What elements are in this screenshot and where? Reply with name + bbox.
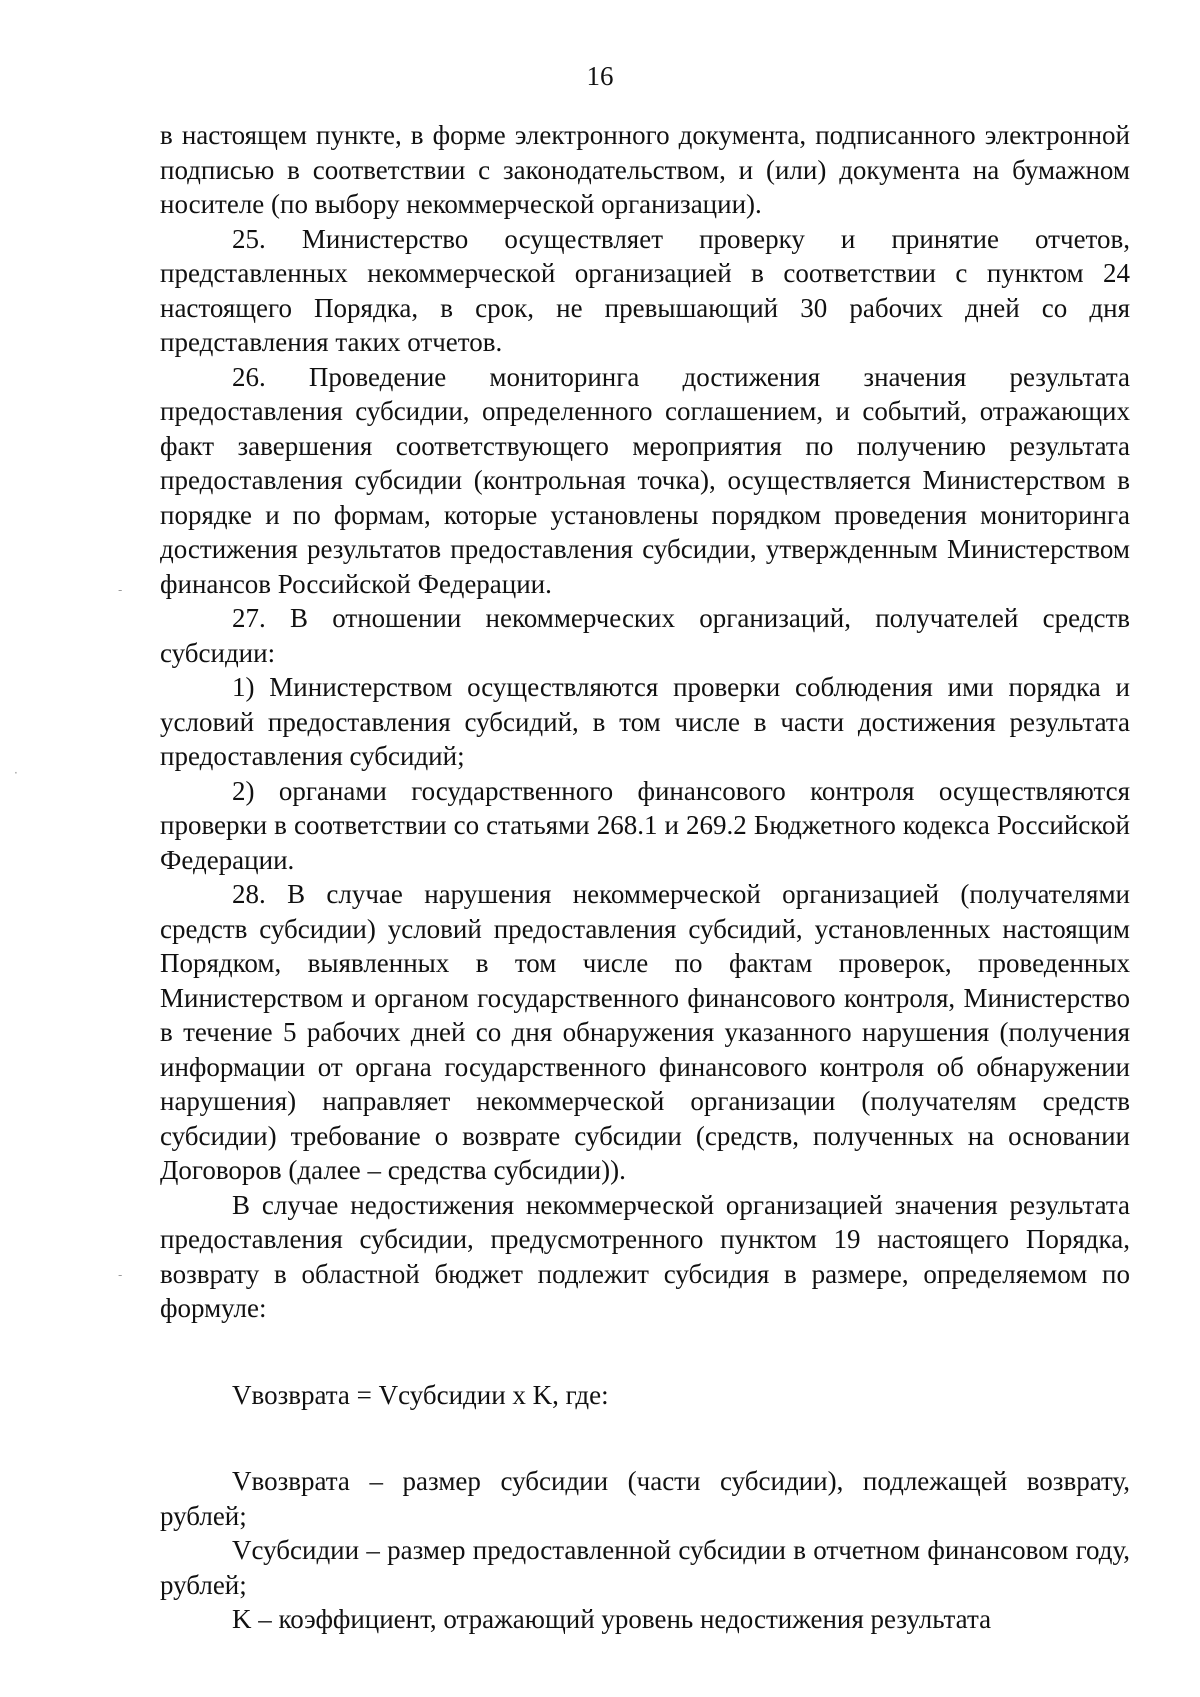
paragraph-28-shortfall: В случае недостижения некоммерческой организацией значения результата предоставления субсидии, предусмотренного пунктом 19 настоящего Порядка, возврату в областной бюджет подлежит субсидия в размере, определяемом по формуле:: [160, 1189, 1130, 1323]
definition-v-subsidy: Vсубсидии – размер предоставленной субсидии в отчетном финансовом году, рублей;: [160, 1535, 1130, 1600]
definition-v-refund: Vвозврата – размер субсидии (части субсидии), подлежащей возврату, рублей;: [160, 1466, 1130, 1531]
paragraph-25: 25. Министерство осуществляет проверку и принятие отчетов, представленных некоммерческой организацией в соответствии с пунктом 24 настоящего Порядка, в срок, не превышающий 30 рабочих дней со дня представления таких отчетов.: [160, 223, 1130, 357]
refund-formula: Vвозврата = Vсубсидии x K, где:: [232, 1379, 609, 1410]
paragraph-continuation: в настоящем пункте, в форме электронного документа, подписанного электронной подписью в соответствии с законодательством, и (или) документа на бумажном носителе (по выбору некоммерческой организации).: [160, 120, 1130, 219]
document-body: [160, 118, 1130, 1637]
paragraph-27-item-2: 2) органами государственного финансового контроля осуществляются проверки в соответствии со статьями 268.1 и 269.2 Бюджетного кодекса Российской Федерации.: [160, 775, 1130, 875]
paragraph-27-item-1: 1) Министерством осуществляются проверки соблюдения ими порядка и условий предоставления субсидий, в том числе в части достижения результата предоставления субсидий;: [160, 672, 1130, 771]
paragraph-28: 28. В случае нарушения некоммерческой организацией (получателями средств субсидии) условий предоставления субсидий, установленных настоящим Порядком, выявленных в том числе по фактам проверок, проведенных Министерством и органом государственного финансового контроля, Министерство в течение 5 рабочих дней со дня обнаружения указанного нарушения (получения информации от органа государственного финансового контроля об обнаружении нарушения) направляет некоммерческой организации (получателям средств субсидии) требование о возврате субсидии (средств, полученных на основании Договоров (далее – средства субсидии)).: [160, 879, 1130, 1185]
scan-mark: ·: [14, 766, 18, 780]
scan-mark: -: [118, 1268, 123, 1282]
paragraph-27: 27. В отношении некоммерческих организаций, получателей средств субсидии:: [160, 603, 1130, 668]
scan-mark: -: [118, 583, 123, 597]
page-number: 16: [586, 61, 614, 91]
definition-k: K – коэффициент, отражающий уровень недостижения результата: [232, 1604, 992, 1634]
paragraph-26: 26. Проведение мониторинга достижения значения результата предоставления субсидии, определенного соглашением, и событий, отражающих факт завершения соответствующего мероприятия по получению результата предоставления субсидии (контрольная точка), осуществляется Министерством в порядке и по формам, которые установлены порядком проведения мониторинга достижения результатов предоставления субсидии, утвержденным Министерством финансов Российской Федерации.: [160, 361, 1130, 599]
